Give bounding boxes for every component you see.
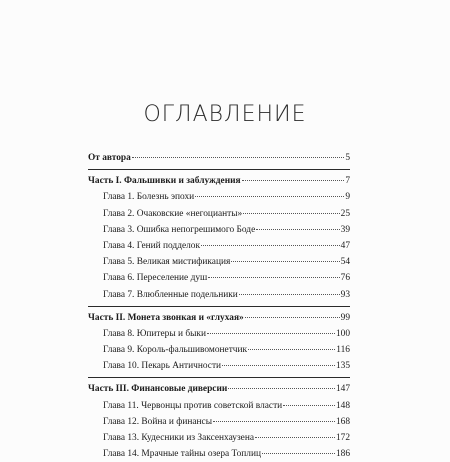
dot-leader — [208, 277, 339, 278]
table-of-contents — [88, 150, 350, 462]
toc-chapter-title: Глава 3. Ошибка непогрешимого Боде — [103, 224, 256, 235]
toc-chapter-title: Глава 1. Болезнь эпохи — [103, 192, 195, 203]
toc-chapter-page: 76 — [340, 273, 350, 284]
toc-chapter-page: 9 — [345, 192, 350, 203]
page-title: ОГЛАВЛЕНИЕ — [143, 102, 307, 127]
toc-chapter — [88, 238, 350, 254]
dot-leader — [255, 437, 335, 438]
divider — [88, 169, 350, 170]
toc-chapter-page: 168 — [335, 416, 350, 427]
divider — [88, 306, 350, 307]
dot-leader — [243, 213, 339, 214]
toc-part-1 — [88, 173, 350, 189]
toc-entry-title: От автора — [88, 153, 131, 163]
dot-leader — [195, 196, 344, 197]
toc-chapter-title: Глава 6. Переселение душ — [103, 273, 208, 284]
toc-chapter-title: Глава 8. Юпитеры и быки — [103, 328, 206, 339]
dot-leader — [213, 421, 335, 422]
toc-chapter-title: Глава 14. Мрачные тайны озера Топлиц — [103, 449, 261, 460]
toc-chapter-page: 172 — [335, 433, 350, 443]
toc-part-title: Часть II. Монета звонкая и «глухая» — [88, 312, 244, 323]
dot-leader — [239, 294, 340, 295]
toc-chapter-page: 186 — [335, 449, 350, 460]
dot-leader — [207, 333, 335, 334]
toc-chapter — [88, 222, 350, 238]
dot-leader — [245, 317, 340, 318]
toc-chapter-page: 93 — [340, 289, 350, 300]
toc-chapter-page: 25 — [340, 208, 350, 219]
dot-leader — [132, 157, 344, 158]
dot-leader — [248, 349, 335, 350]
toc-chapter — [88, 398, 350, 414]
dot-leader — [201, 245, 340, 246]
toc-chapter — [88, 189, 350, 205]
toc-chapter-title: Глава 4. Гений подделок — [103, 240, 201, 251]
toc-chapter — [88, 254, 350, 270]
toc-chapter — [88, 446, 350, 462]
toc-chapter-title: Глава 9. Король-фальшивомонетчик — [103, 345, 248, 356]
toc-chapter-page: 100 — [335, 328, 350, 339]
toc-chapter — [88, 430, 350, 446]
toc-chapter — [88, 414, 350, 430]
toc-chapter-title: Глава 11. Червонцы против советской власти — [103, 400, 283, 411]
toc-chapter-page: 148 — [335, 400, 350, 411]
dot-leader — [242, 180, 345, 181]
toc-chapter-page: 135 — [335, 361, 350, 372]
toc-part-page: 99 — [340, 312, 350, 323]
toc-chapter-title: Глава 10. Пекарь Античности — [103, 361, 222, 372]
toc-chapter-title: Глава 7. Влюбленные подельники — [103, 289, 238, 300]
toc-entry-page: 5 — [345, 153, 350, 163]
dot-leader — [256, 229, 339, 230]
toc-part-2 — [88, 310, 350, 326]
toc-part-page: 147 — [335, 384, 350, 395]
toc-chapter — [88, 270, 350, 286]
toc-chapter — [88, 206, 350, 222]
dot-leader — [228, 388, 335, 389]
toc-part-3 — [88, 381, 350, 397]
toc-chapter — [88, 342, 350, 358]
divider — [88, 377, 350, 378]
dot-leader — [222, 365, 335, 366]
toc-part-page: 7 — [345, 176, 350, 187]
toc-chapter-page: 47 — [340, 240, 350, 251]
toc-chapter — [88, 358, 350, 374]
toc-chapter-title: Глава 5. Великая мистификация — [103, 257, 231, 268]
toc-chapter-title: Глава 2. Очаковские «негоцианты» — [103, 208, 243, 219]
toc-chapter-title: Глава 13. Кудесники из Заксенхаузена — [103, 433, 255, 443]
toc-part-title: Часть I. Фальшивки и заблуждения — [88, 176, 241, 187]
dot-leader — [231, 261, 339, 262]
dot-leader — [262, 453, 335, 454]
toc-chapter-page: 116 — [336, 345, 350, 356]
toc-chapter-title: Глава 12. Война и финансы — [103, 416, 213, 427]
toc-part-title: Часть III. Финансовые диверсии — [88, 384, 228, 395]
toc-chapter — [88, 326, 350, 342]
dot-leader — [283, 405, 335, 406]
toc-entry-preface — [88, 150, 350, 166]
toc-chapter — [88, 287, 350, 303]
toc-chapter-page: 54 — [340, 257, 350, 268]
toc-chapter-page: 39 — [340, 224, 350, 235]
